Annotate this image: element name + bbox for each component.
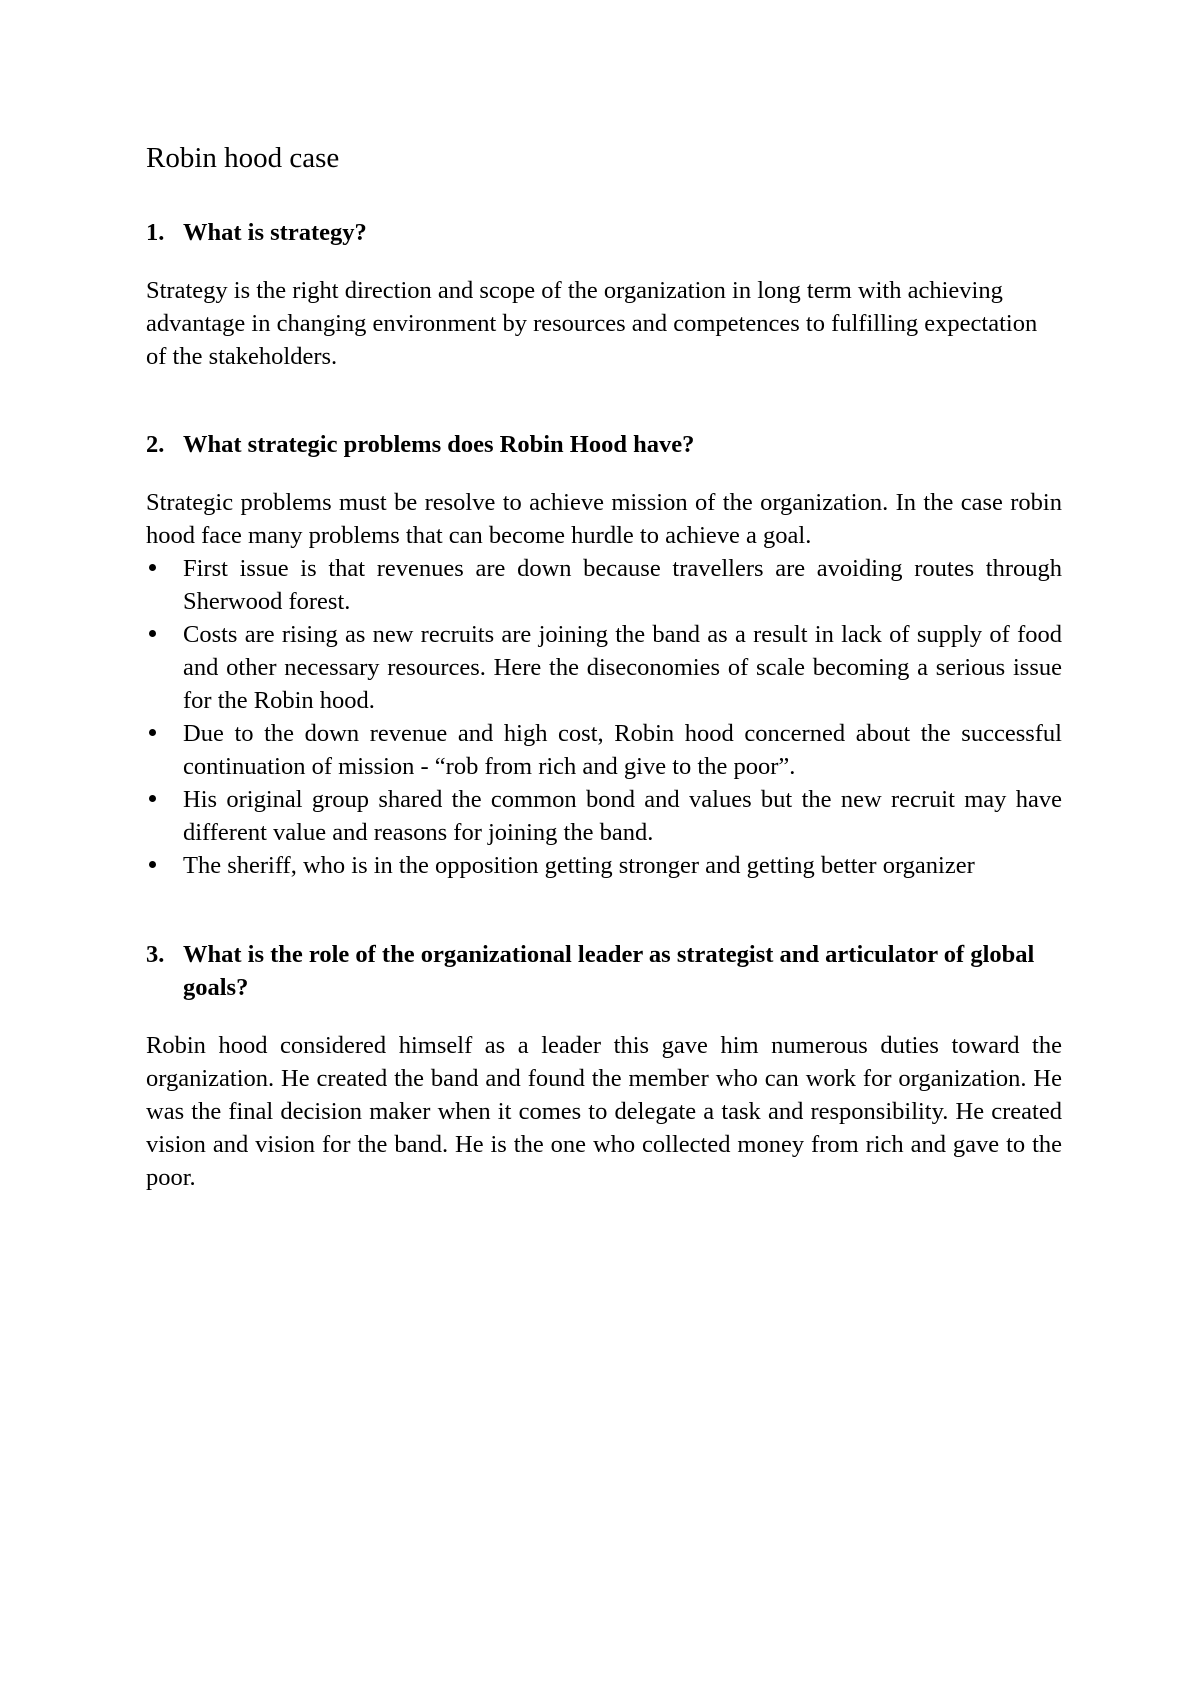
- document-title: Robin hood case: [146, 142, 340, 174]
- list-item: [146, 849, 1062, 882]
- list-item-text: First issue is that revenues are down because travellers are avoiding routes through Sherwood forest.: [183, 555, 1062, 615]
- question-number: 2.: [146, 431, 165, 458]
- list-item: [146, 552, 1062, 618]
- list-item-text: The sheriff, who is in the opposition getting stronger and getting better organizer: [183, 852, 975, 879]
- bullet-icon: [146, 783, 183, 849]
- list-item-text: Costs are rising as new recruits are joining the band as a result in lack of supply of food and other necessary resources. Here the diseconomies of scale becoming a serious issue for the Robin hood.: [183, 621, 1062, 714]
- bullet-icon: [146, 552, 183, 618]
- bullet-icon: [146, 849, 183, 882]
- bullet-list: [146, 552, 1062, 882]
- question-number: 3.: [146, 941, 165, 968]
- document-body: [146, 138, 1062, 1194]
- question-heading: [146, 428, 1062, 461]
- question-text: What is the role of the organizational leader as strategist and articulator of global goals?: [183, 941, 1035, 1001]
- answer-paragraph: Strategic problems must be resolve to achieve mission of the organization. In the case robin hood face many problems that can become hurdle to achieve a goal.: [146, 489, 1062, 549]
- question-heading: [146, 216, 1062, 249]
- question-heading: [146, 938, 1062, 1004]
- question-text: What strategic problems does Robin Hood have?: [183, 431, 695, 458]
- list-item-text: Due to the down revenue and high cost, Robin hood concerned about the successful continuation of mission - “rob from rich and give to the poor”.: [183, 720, 1062, 780]
- question-text: What is strategy?: [183, 219, 367, 246]
- list-item: [146, 783, 1062, 849]
- bullet-icon: [146, 717, 183, 783]
- list-item: [146, 717, 1062, 783]
- list-item: [146, 618, 1062, 717]
- answer-paragraph: Robin hood considered himself as a leader this gave him numerous duties toward the organization. He created the band and found the member who can work for organization. He was the final decision maker when it comes to delegate a task and responsibility. He created vision and vision for the band. He is the one who collected money from rich and gave to the poor.: [146, 1032, 1062, 1191]
- bullet-icon: [146, 618, 183, 717]
- answer-paragraph: Strategy is the right direction and scope of the organization in long term with achieving advantage in changing environment by resources and competences to fulfilling expectation of the stakeholders.: [146, 277, 1038, 370]
- list-item-text: His original group shared the common bond and values but the new recruit may have different value and reasons for joining the band.: [183, 786, 1062, 846]
- question-number: 1.: [146, 219, 165, 246]
